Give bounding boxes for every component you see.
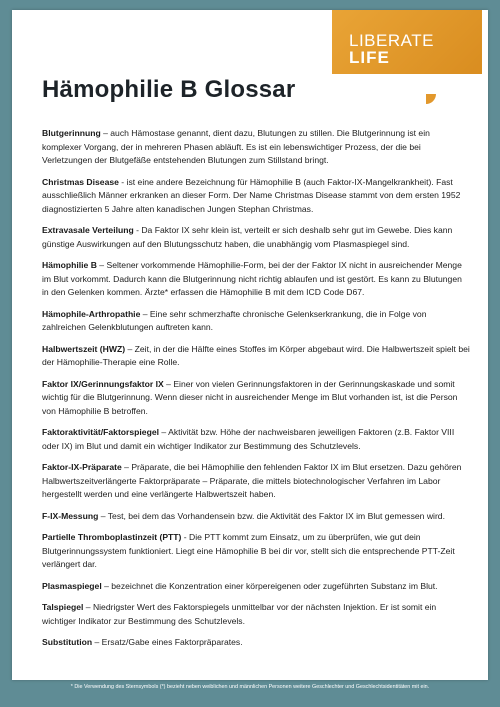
glossary-definition: - Die PTT kommt zum Einsatz, um zu überprüfen, wie gut dein Blutgerinnungssystem funktioniert. Liegt eine Hämophilie B bei dir vor, stellt sich die entsprechende PTT-Zeit verlängert dar. [42,532,455,569]
glossary-entry [42,224,470,251]
glossary-definition: – bezeichnet die Konzentration einer körpereigenen oder zugeführten Substanz im Blut. [101,580,438,591]
liberate-life-logo [332,10,482,74]
glossary-term: Substitution [42,637,93,647]
glossary-sheet [12,10,488,680]
glossary-entry [42,531,470,572]
glossary-definition: – Test, bei dem das Vorhandensein bzw. die Aktivität des Faktor IX im Blut gemessen wird. [98,510,445,521]
glossary-term: Halbwertszeit (HWZ) [42,343,126,354]
glossary-term: F-IX-Messung [42,510,99,521]
glossary-definition: – Einer von vielen Gerinnungsfaktoren in der Gerinnungskaskade und somit wichtig für die Blutgerinnung. Wenn dieser nicht in ausreichender Menge im Blut vorhanden ist, ist die Person von Hämophilie B betroffen. [42,378,458,416]
glossary-term: Hämophilie B [42,260,97,270]
glossary-entry [42,308,470,335]
footnote: * Die Verwendung des Sternsymbols (*) bezieht neben weiblichen und männlichen Personen weitere Geschlechter und Geschlechtsidentitäten mit ein. [70,684,430,690]
glossary-entry [42,343,470,370]
glossary-entry [42,127,470,168]
page-title: Hämophilie B Glossar [42,76,296,103]
glossary-definition: – Präparate, die bei Hämophilie den fehlenden Faktor IX im Blut ersetzen. Dazu gehören Halbwertszeitverlängerte Faktorpräparate – Präparate, die mittels biotechnologischer Verfahren im Labor hergestellt werden und eine verlängerte Halbwertszeit haben. [42,462,462,499]
glossary-entry [42,580,470,594]
glossary-term: Hämophile-Arthropathie [42,308,141,319]
glossary-definition: – Eine sehr schmerzhafte chronische Gelenkserkrankung, die in Folge von zahlreichen Gelenkblutungen auftreten kann. [42,308,427,332]
glossary-term: Blutgerinnung [42,128,101,138]
logo-line-2: LIFE [349,48,390,67]
glossary-entry [42,259,470,300]
glossary-definition: – Aktivität bzw. Höhe der nachweisbaren jeweiligen Faktoren (z.B. Faktor VIII oder IX) im Blut und damit ein wichtiger Indikator zur Bestimmung des Schutzlevels. [42,427,455,451]
logo-line-1: LIBERATE [349,31,434,50]
glossary-term: Faktor IX/Gerinnungsfaktor IX [42,378,164,389]
glossary-entry [42,601,470,628]
glossary-term: Plasmaspiegel [42,580,102,591]
glossary-definition: – Zeit, in der die Hälfte eines Stoffes im Körper abgebaut wird. Die Halbwertszeit spielt bei der Hämophilie-Therapie eine Rolle. [42,343,470,367]
glossary-term: Faktor-IX-Präparate [42,462,122,472]
glossary-entry [42,636,470,650]
glossary-term: Christmas Disease [42,176,119,187]
glossary-definition: – Seltener vorkommende Hämophilie-Form, bei der der Faktor IX nicht in ausreichender Menge im Blut vorkommt. Dadurch kann die Blutgerinnung nicht richtig ablaufen und ist gestört. Es kann zu Blutungen in den Gelenken kommen. Ärzte* erfassen die Hämophilie B mit dem ICD Code D67. [42,260,462,297]
glossary-definition: - Da Faktor IX sehr klein ist, verteilt er sich deshalb sehr gut im Gewebe. Dies kann günstige Auswirkungen auf den Blutungsschutz haben, die unabhängig vom Plasmaspiegel sind. [42,225,453,249]
glossary-definition: – Ersatz/Gabe eines Faktorpräparates. [92,637,243,647]
glossary-entries [42,127,470,658]
glossary-definition: - ist eine andere Bezeichnung für Hämophilie B (auch Faktor-IX-Mangelkrankheit). Fast ausschließlich Männer erkranken an dieser Form. Der Name Christmas Disease stammt von dem ersten 1952 diagnostizierten 5 Jahre alten kanadischen Jungen Stephan Christmas. [42,176,461,214]
glossary-entry [42,378,470,419]
logo-accent-notch [426,94,436,104]
glossary-entry [42,176,470,217]
glossary-definition: – auch Hämostase genannt, dient dazu, Blutungen zu stillen. Die Blutgerinnung ist ein komplexer Vorgang, der in mehreren Phasen abläuft. Es ist ein lebenswichtiger Prozess, der die bei Verletzungen der Blutgefäße entstehenden Blutungen zum Stillstand bringt. [42,128,430,165]
glossary-term: Faktoraktivität/Faktorspiegel [42,427,160,437]
glossary-term: Talspiegel [42,602,84,612]
glossary-term: Partielle Thromboplastinzeit (PTT) [42,532,182,542]
glossary-definition: – Niedrigster Wert des Faktorspiegels unmittelbar vor der nächsten Injektion. Er ist somit ein wichtiger Indikator zur Bestimmung des Schutzlevels. [42,602,437,626]
glossary-entry [42,461,470,502]
glossary-term: Extravasale Verteilung [42,225,134,235]
glossary-entry [42,510,470,524]
glossary-entry [42,426,470,453]
